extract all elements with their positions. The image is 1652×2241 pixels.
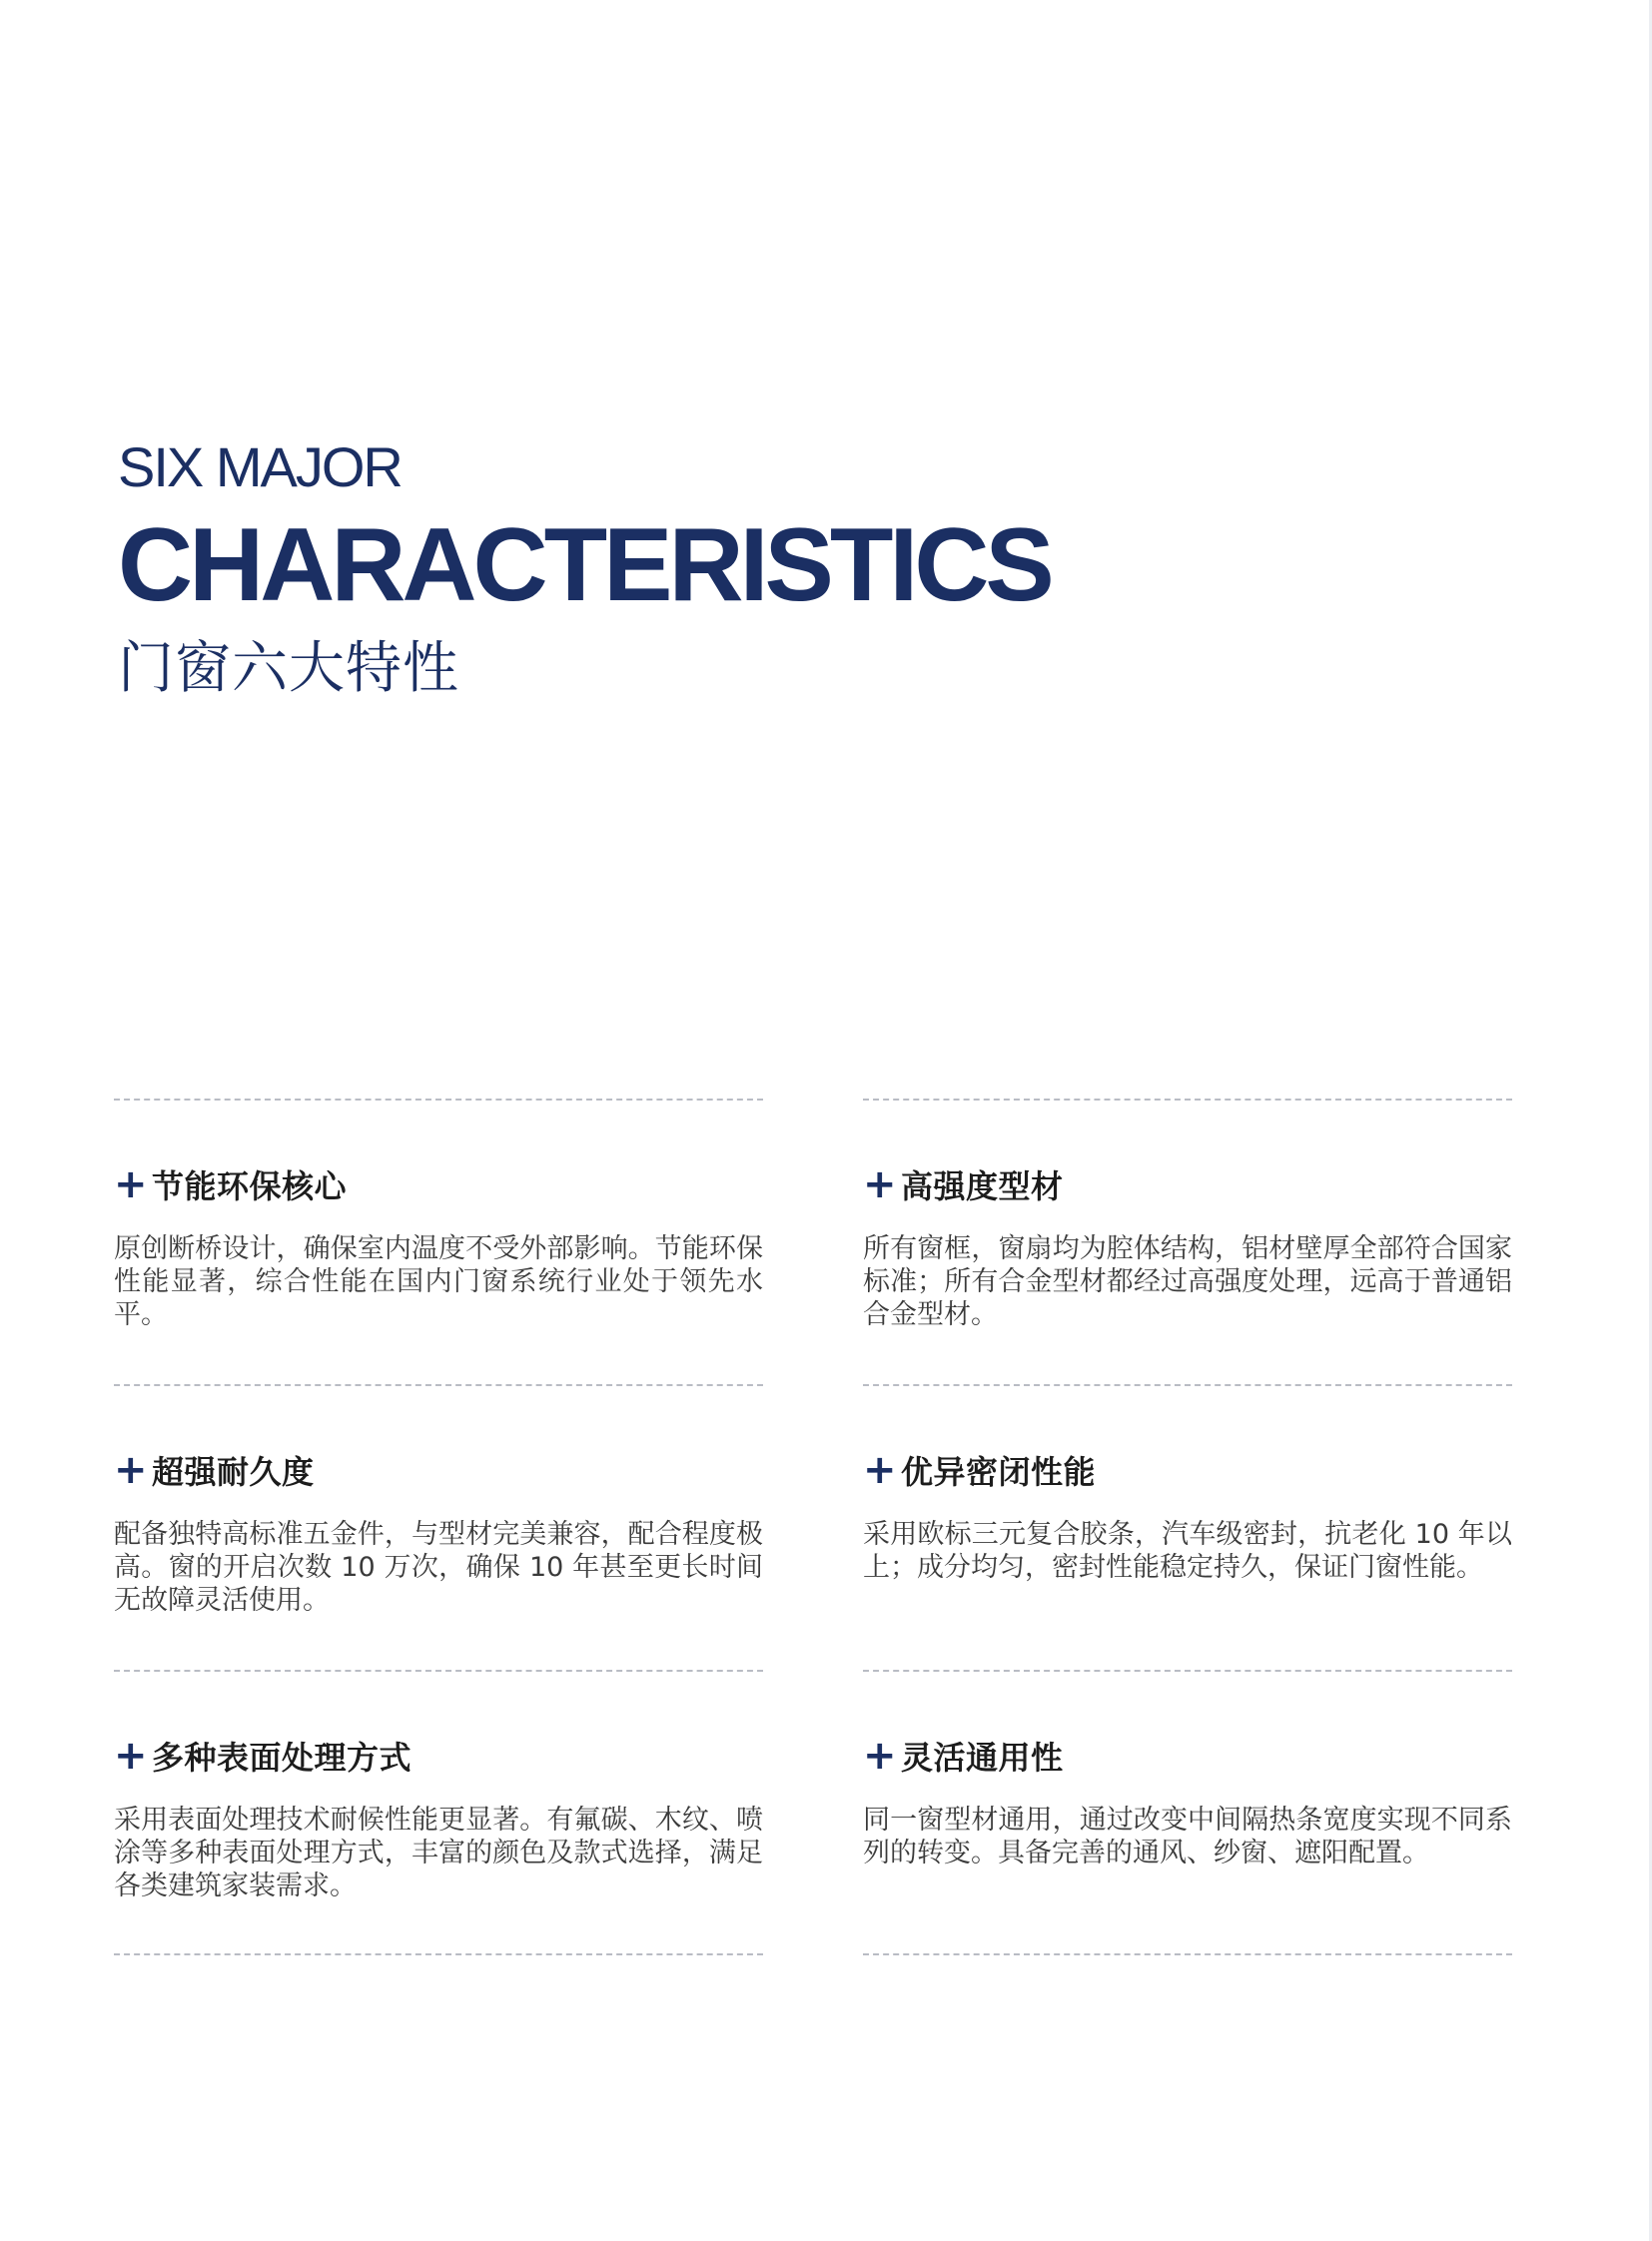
- feature-header: [114, 1733, 763, 1779]
- plus-icon: +: [863, 1161, 897, 1207]
- features-row-2: [114, 1384, 1512, 1670]
- feature-title: 超强耐久度: [152, 1453, 315, 1491]
- plus-icon: +: [114, 1733, 148, 1779]
- feature-header: [863, 1447, 1512, 1493]
- hero-subtitle-en: SIX MAJOR: [118, 435, 402, 498]
- feature-card: [863, 1384, 1512, 1670]
- feature-header: [863, 1161, 1512, 1207]
- feature-card: [863, 1670, 1512, 1955]
- hero-title-cn: 门窗六大特性: [118, 636, 459, 701]
- feature-header: [114, 1161, 763, 1207]
- feature-description: 原创断桥设计，确保室内温度不受外部影响。节能环保性能显著，综合性能在国内门窗系统行业处于领先水平。: [114, 1233, 763, 1330]
- feature-description: 同一窗型材通用，通过改变中间隔热条宽度实现不同系列的转变。具备完善的通风、纱窗、遮阳配置。: [863, 1805, 1512, 1868]
- feature-title: 高强度型材: [901, 1167, 1064, 1205]
- feature-description: 采用欧标三元复合胶条，汽车级密封，抗老化 10 年以上；成分均匀，密封性能稳定持久，保证门窗性能。: [863, 1519, 1512, 1583]
- features-row-3: [114, 1670, 1512, 1955]
- feature-title: 灵活通用性: [901, 1739, 1064, 1777]
- feature-card: [114, 1670, 763, 1955]
- plus-icon: +: [863, 1733, 897, 1779]
- feature-title: 优异密闭性能: [901, 1453, 1097, 1491]
- features-grid: [114, 1099, 1512, 1955]
- plus-icon: +: [114, 1447, 148, 1493]
- feature-title: 多种表面处理方式: [152, 1739, 413, 1777]
- hero-heading: [118, 435, 1051, 701]
- feature-header: [114, 1447, 763, 1493]
- hero-title-en: CHARACTERISTICS: [118, 507, 1051, 623]
- feature-card: [114, 1384, 763, 1670]
- feature-description: 所有窗框，窗扇均为腔体结构，铝材壁厚全部符合国家标准；所有合金型材都经过高强度处理，远高于普通铝合金型材。: [863, 1233, 1512, 1330]
- feature-header: [863, 1733, 1512, 1779]
- features-row-1: [114, 1099, 1512, 1384]
- feature-card: [114, 1099, 763, 1384]
- feature-description: 配备独特高标准五金件，与型材完美兼容，配合程度极高。窗的开启次数 10 万次，确保 10 年甚至更长时间无故障灵活使用。: [114, 1519, 763, 1616]
- plus-icon: +: [114, 1161, 148, 1207]
- feature-description: 采用表面处理技术耐候性能更显著。有氟碳、木纹、喷涂等多种表面处理方式，丰富的颜色及款式选择，满足各类建筑家装需求。: [114, 1805, 763, 1901]
- feature-card: [863, 1099, 1512, 1384]
- plus-icon: +: [863, 1447, 897, 1493]
- feature-title: 节能环保核心: [152, 1167, 348, 1205]
